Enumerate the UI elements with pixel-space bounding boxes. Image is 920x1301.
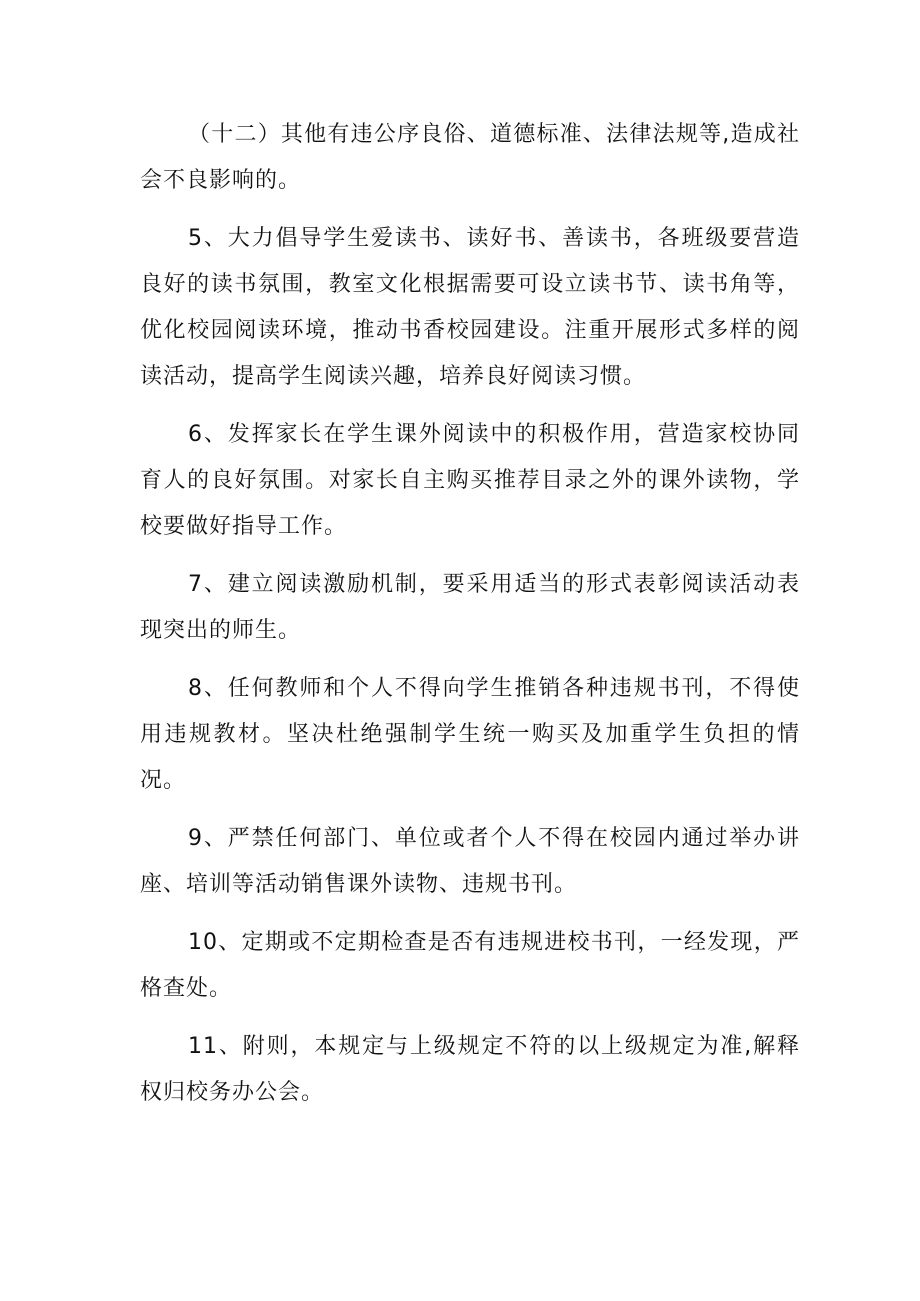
paragraph-8: 8、任何教师和个人不得向学生推销各种违规书刊，不得使用违规教材。坚决杜绝强制学生统一购买及加重学生负担的情况。 [140, 676, 800, 793]
paragraph-5: 5、大力倡导学生爱读书、读好书、善读书，各班级要营造良好的读书氛围，教室文化根据需要可设立读书节、读书角等，优化校园阅读环境，推动书香校园建设。注重开展形式多样的阅读活动，提高学生阅读兴趣，培养良好阅读习惯。 [140, 226, 800, 389]
paragraph-6: 6、发挥家长在学生课外阅读中的积极作用，营造家校协同育人的良好氛围。对家长自主购买推荐目录之外的课外读物，学校要做好指导工作。 [140, 422, 800, 539]
paragraph-7: 7、建立阅读激励机制，要采用适当的形式表彰阅读活动表现突出的师生。 [140, 572, 800, 643]
paragraph-item-12: （十二）其他有违公序良俗、道德标准、法律法规等,造成社会不良影响的。 [140, 122, 800, 193]
document-body [140, 112, 800, 1116]
paragraph-11: 11、附则，本规定与上级规定不符的以上级规定为准,解释权归校务办公会。 [140, 1034, 800, 1105]
paragraph-10: 10、定期或不定期检查是否有违规进校书刊，一经发现，严格查处。 [140, 930, 800, 1001]
paragraph-9: 9、严禁任何部门、单位或者个人不得在校园内通过举办讲座、培训等活动销售课外读物、违规书刊。 [140, 826, 800, 897]
